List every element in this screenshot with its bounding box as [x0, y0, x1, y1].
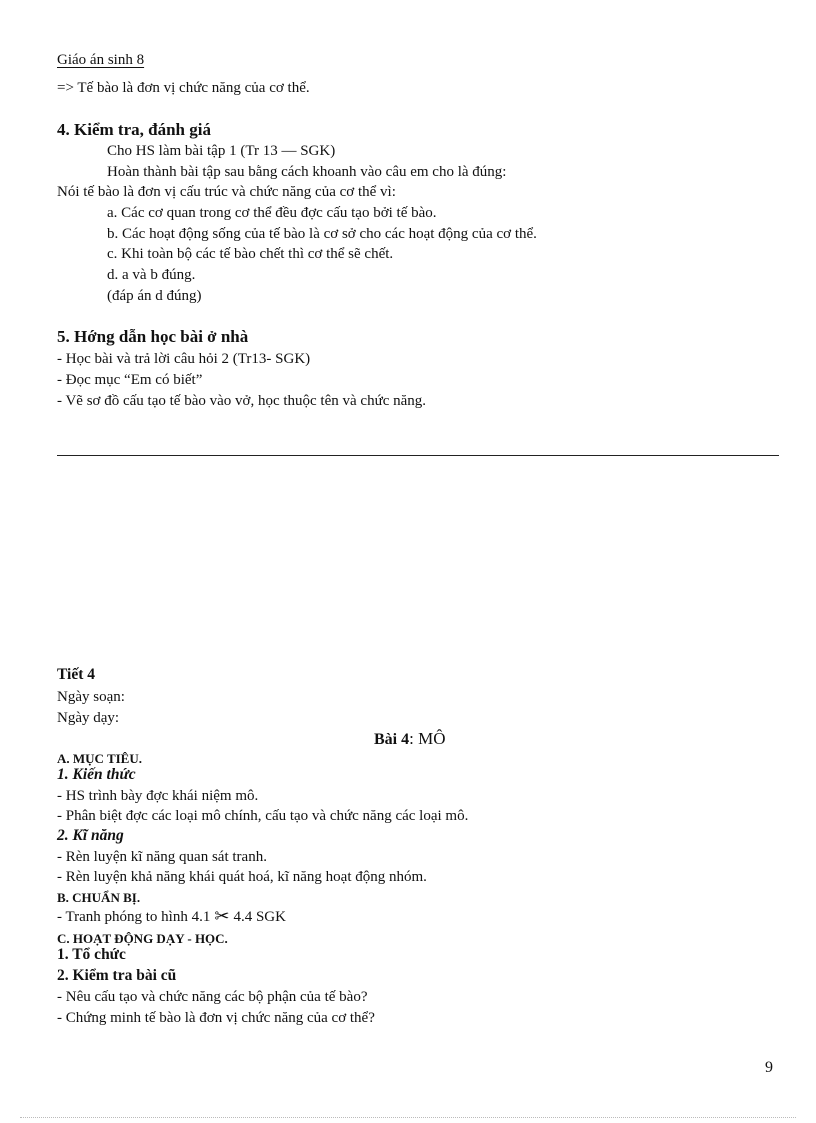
document-header: Giáo án sinh 8 [57, 52, 145, 68]
question-text: Nói tế bào là đơn vị cấu trúc và chức năng của cơ thể vì: [57, 184, 396, 200]
date-taught: Ngày dạy: [57, 710, 120, 726]
page-bottom-border [20, 1117, 796, 1118]
preparation-text-end: 4.4 SGK [233, 909, 286, 925]
homework-item: - Vẽ sơ đồ cấu tạo tế bào vào vở, học thuộc tên và chức năng. [57, 393, 427, 409]
lesson-title-prefix: Bài 4 [374, 731, 410, 748]
answer-option: c. Khi toàn bộ các tế bào chết thì cơ thể sẽ chết. [107, 246, 394, 262]
lesson-title [374, 729, 446, 750]
section-4-line: Hoàn thành bài tập sau bằng cách khoanh vào câu em cho là đúng: [107, 164, 507, 180]
knowledge-item: - HS trình bày đợc khái niệm mô. [57, 788, 259, 804]
review-heading: 2. Kiểm tra bài cũ [57, 967, 177, 984]
organization-heading: 1. Tổ chức [57, 946, 126, 963]
section-c-heading: C. HOẠT ĐỘNG DẠY - HỌC. [57, 931, 228, 946]
page-number: 9 [765, 1059, 773, 1076]
lesson-title-main: : MÔ [409, 729, 446, 748]
skills-heading: 2. Kĩ năng [57, 827, 124, 844]
section-4-line: Cho HS làm bài tập 1 (Tr 13 — SGK) [107, 143, 336, 159]
section-a-heading: A. MỤC TIÊU. [57, 751, 142, 766]
homework-item: - Đọc mục “Em có biết” [57, 372, 203, 388]
conclusion-line: => Tế bào là đơn vị chức năng của cơ thể. [57, 80, 310, 96]
preparation-line [57, 906, 286, 927]
date-prepared: Ngày soạn: [57, 689, 125, 705]
answer-option: a. Các cơ quan trong cơ thể đều đợc cấu tạo bởi tế bào. [107, 205, 437, 221]
answer-option: d. a và b đúng. [107, 267, 196, 283]
skills-item: - Rèn luyện khả năng khái quát hoá, kĩ năng hoạt động nhóm. [57, 869, 427, 885]
section-4-heading: 4. Kiểm tra, đánh giá [57, 120, 211, 139]
knowledge-heading: 1. Kiến thức [57, 766, 136, 783]
section-5-heading: 5. Hớng dẫn học bài ở nhà [57, 327, 249, 346]
review-item: - Chứng minh tế bào là đơn vị chức năng của cơ thể? [57, 1010, 375, 1026]
section-divider [57, 455, 779, 456]
period-label: Tiết 4 [57, 666, 96, 683]
knowledge-item: - Phân biệt đợc các loại mô chính, cấu tạo và chức năng các loại mô. [57, 808, 469, 824]
skills-item: - Rèn luyện kĩ năng quan sát tranh. [57, 849, 267, 865]
section-b-heading: B. CHUẨN BỊ. [57, 890, 141, 905]
answer-key: (đáp án d đúng) [107, 288, 202, 304]
answer-option: b. Các hoạt động sống của tế bào là cơ sở cho các hoạt động của cơ thể. [107, 226, 537, 242]
preparation-text: - Tranh phóng to hình 4.1 [57, 909, 211, 925]
review-item: - Nêu cấu tạo và chức năng các bộ phận của tế bào? [57, 989, 368, 1005]
scissors-icon: ✂ [214, 906, 230, 926]
homework-item: - Học bài và trả lời câu hỏi 2 (Tr13- SGK) [57, 351, 311, 367]
